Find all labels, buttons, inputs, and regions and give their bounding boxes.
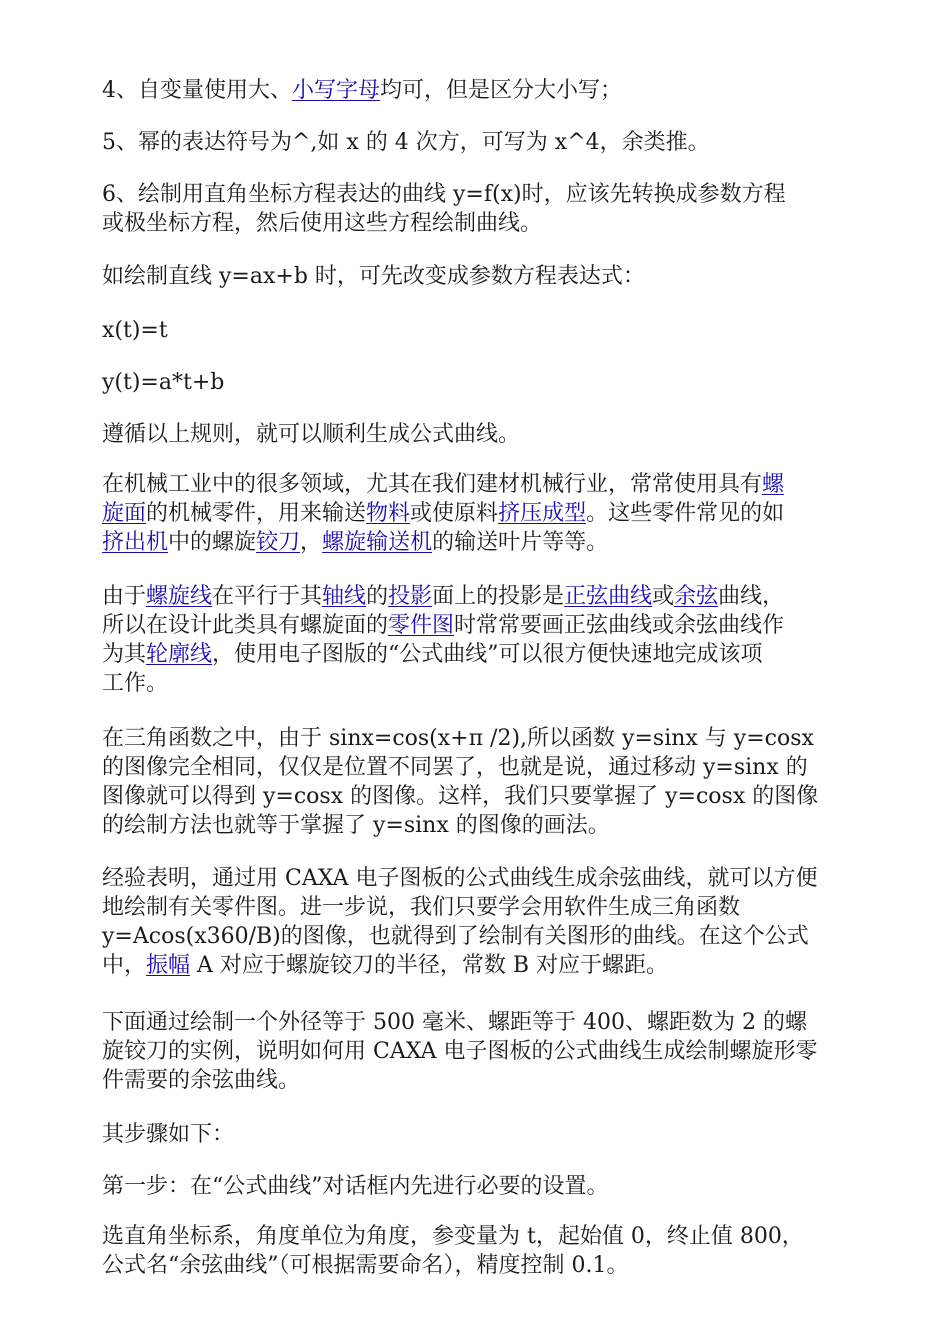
paragraph-mechanical-industry (102, 470, 852, 557)
text-line: 选直角坐标系，角度单位为角度，参变量为 t，起始值 0，终止值 800， (102, 1224, 804, 1249)
text-line: 6、绘制用直角坐标方程表达的曲线 y=f(x)时，应该先转换成参数方程 (102, 182, 786, 207)
link-extruder[interactable]: 挤出机 (102, 530, 169, 555)
link-part-drawing[interactable]: 零件图 (388, 613, 455, 638)
text-line: 如绘制直线 y=ax+b 时，可先改变成参数方程表达式： (102, 264, 645, 289)
text-line: 在机械工业中的很多领域，尤其在我们建材机械行业，常常使用具有螺 (102, 472, 785, 497)
text-line: 第一步：在“公式曲线”对话框内先进行必要的设置。 (102, 1174, 609, 1199)
paragraph-trig-functions (102, 724, 852, 840)
text-line: 由于螺旋线在平行于其轴线的投影面上的投影是正弦曲线或余弦曲线， (102, 584, 785, 609)
paragraph-steps-heading (102, 1120, 852, 1149)
paragraph-follow-rules (102, 420, 852, 449)
link-sine-curve[interactable]: 正弦曲线 (564, 584, 653, 609)
link-cosine[interactable]: 余弦 (674, 584, 719, 609)
text-line: 下面通过绘制一个外径等于 500 毫米、螺距等于 400、螺距数为 2 的螺 (102, 1010, 807, 1035)
text-line: 所以在设计此类具有螺旋面的零件图时常常要画正弦曲线或余弦曲线作 (102, 613, 785, 638)
paragraph-experience (102, 864, 852, 980)
link-lowercase-letters[interactable]: 小写字母 (292, 78, 381, 103)
text-line: 的图像完全相同，仅仅是位置不同罢了，也就是说，通过移动 y=sinx 的 (102, 755, 808, 780)
text-line: 为其轮廓线，使用电子图版的“公式曲线”可以很方便快速地完成该项 (102, 642, 763, 667)
text-line: 在三角函数之中，由于 sinx=cos(x+π /2),所以函数 y=sinx 与 y=cosx (102, 726, 814, 751)
text-line: 公式名“余弦曲线”（可根据需要命名），精度控制 0.1。 (102, 1253, 629, 1278)
text-run: 均可，但是区分大小写； (380, 78, 623, 103)
paragraph-rule-5 (102, 128, 852, 157)
paragraph-rule-6 (102, 180, 852, 238)
text-line: x(t)=t (102, 318, 168, 343)
link-helicoid[interactable]: 螺 (762, 472, 785, 497)
text-line: 挤出机中的螺旋铰刀，螺旋输送机的输送叶片等等。 (102, 530, 609, 555)
text-line: 经验表明，通过用 CAXA 电子图板的公式曲线生成余弦曲线，就可以方便 (102, 866, 818, 891)
paragraph-rule-4 (102, 76, 852, 105)
text-line: 或极坐标方程，然后使用这些方程绘制曲线。 (102, 211, 543, 236)
text-line: 5、幂的表达符号为^,如 x 的 4 次方，可写为 x^4，余类推。 (102, 130, 710, 155)
text-line: 的绘制方法也就等于掌握了 y=sinx 的图像的画法。 (102, 813, 610, 838)
text-line: 地绘制有关零件图。进一步说，我们只要学会用软件生成三角函数 (102, 895, 741, 920)
link-amplitude[interactable]: 振幅 (146, 953, 191, 978)
text-line: 旋面的机械零件，用来输送物料或使原料挤压成型。这些零件常见的如 (102, 501, 785, 526)
text-line: 旋铰刀的实例，说明如何用 CAXA 电子图板的公式曲线生成绘制螺旋形零 (102, 1039, 818, 1064)
text-line: y(t)=a*t+b (102, 370, 225, 395)
text-line: 件需要的余弦曲线。 (102, 1068, 301, 1093)
text-line: 工作。 (102, 671, 169, 696)
paragraph-line-example (102, 262, 852, 291)
link-helicoid-cont[interactable]: 旋面 (102, 501, 147, 526)
link-projection[interactable]: 投影 (388, 584, 433, 609)
text-line (102, 76, 852, 105)
link-axis[interactable]: 轴线 (322, 584, 367, 609)
link-screw-conveyor[interactable]: 螺旋输送机 (322, 530, 433, 555)
link-extrusion-molding[interactable]: 挤压成型 (498, 501, 587, 526)
formula-x-t (102, 316, 852, 345)
paragraph-settings (102, 1222, 852, 1280)
text-line: 图像就可以得到 y=cosx 的图像。这样，我们只要掌握了 y=cosx 的图像 (102, 784, 819, 809)
link-contour-line[interactable]: 轮廓线 (146, 642, 213, 667)
link-helix[interactable]: 螺旋线 (146, 584, 213, 609)
text-run: 4、自变量使用大、 (102, 78, 292, 103)
text-line: 遵循以上规则，就可以顺利生成公式曲线。 (102, 422, 521, 447)
text-line: 其步骤如下： (102, 1122, 235, 1147)
paragraph-step-one (102, 1172, 852, 1201)
formula-y-t (102, 368, 852, 397)
text-line: y=Acos(x360/B)的图像，也就得到了绘制有关图形的曲线。在这个公式 (102, 924, 809, 949)
paragraph-example-reamer (102, 1008, 852, 1095)
text-line: 中，振幅 A 对应于螺旋铰刀的半径，常数 B 对应于螺距。 (102, 953, 669, 978)
paragraph-helix-projection (102, 582, 852, 698)
link-material[interactable]: 物料 (366, 501, 411, 526)
link-reamer[interactable]: 铰刀 (256, 530, 301, 555)
